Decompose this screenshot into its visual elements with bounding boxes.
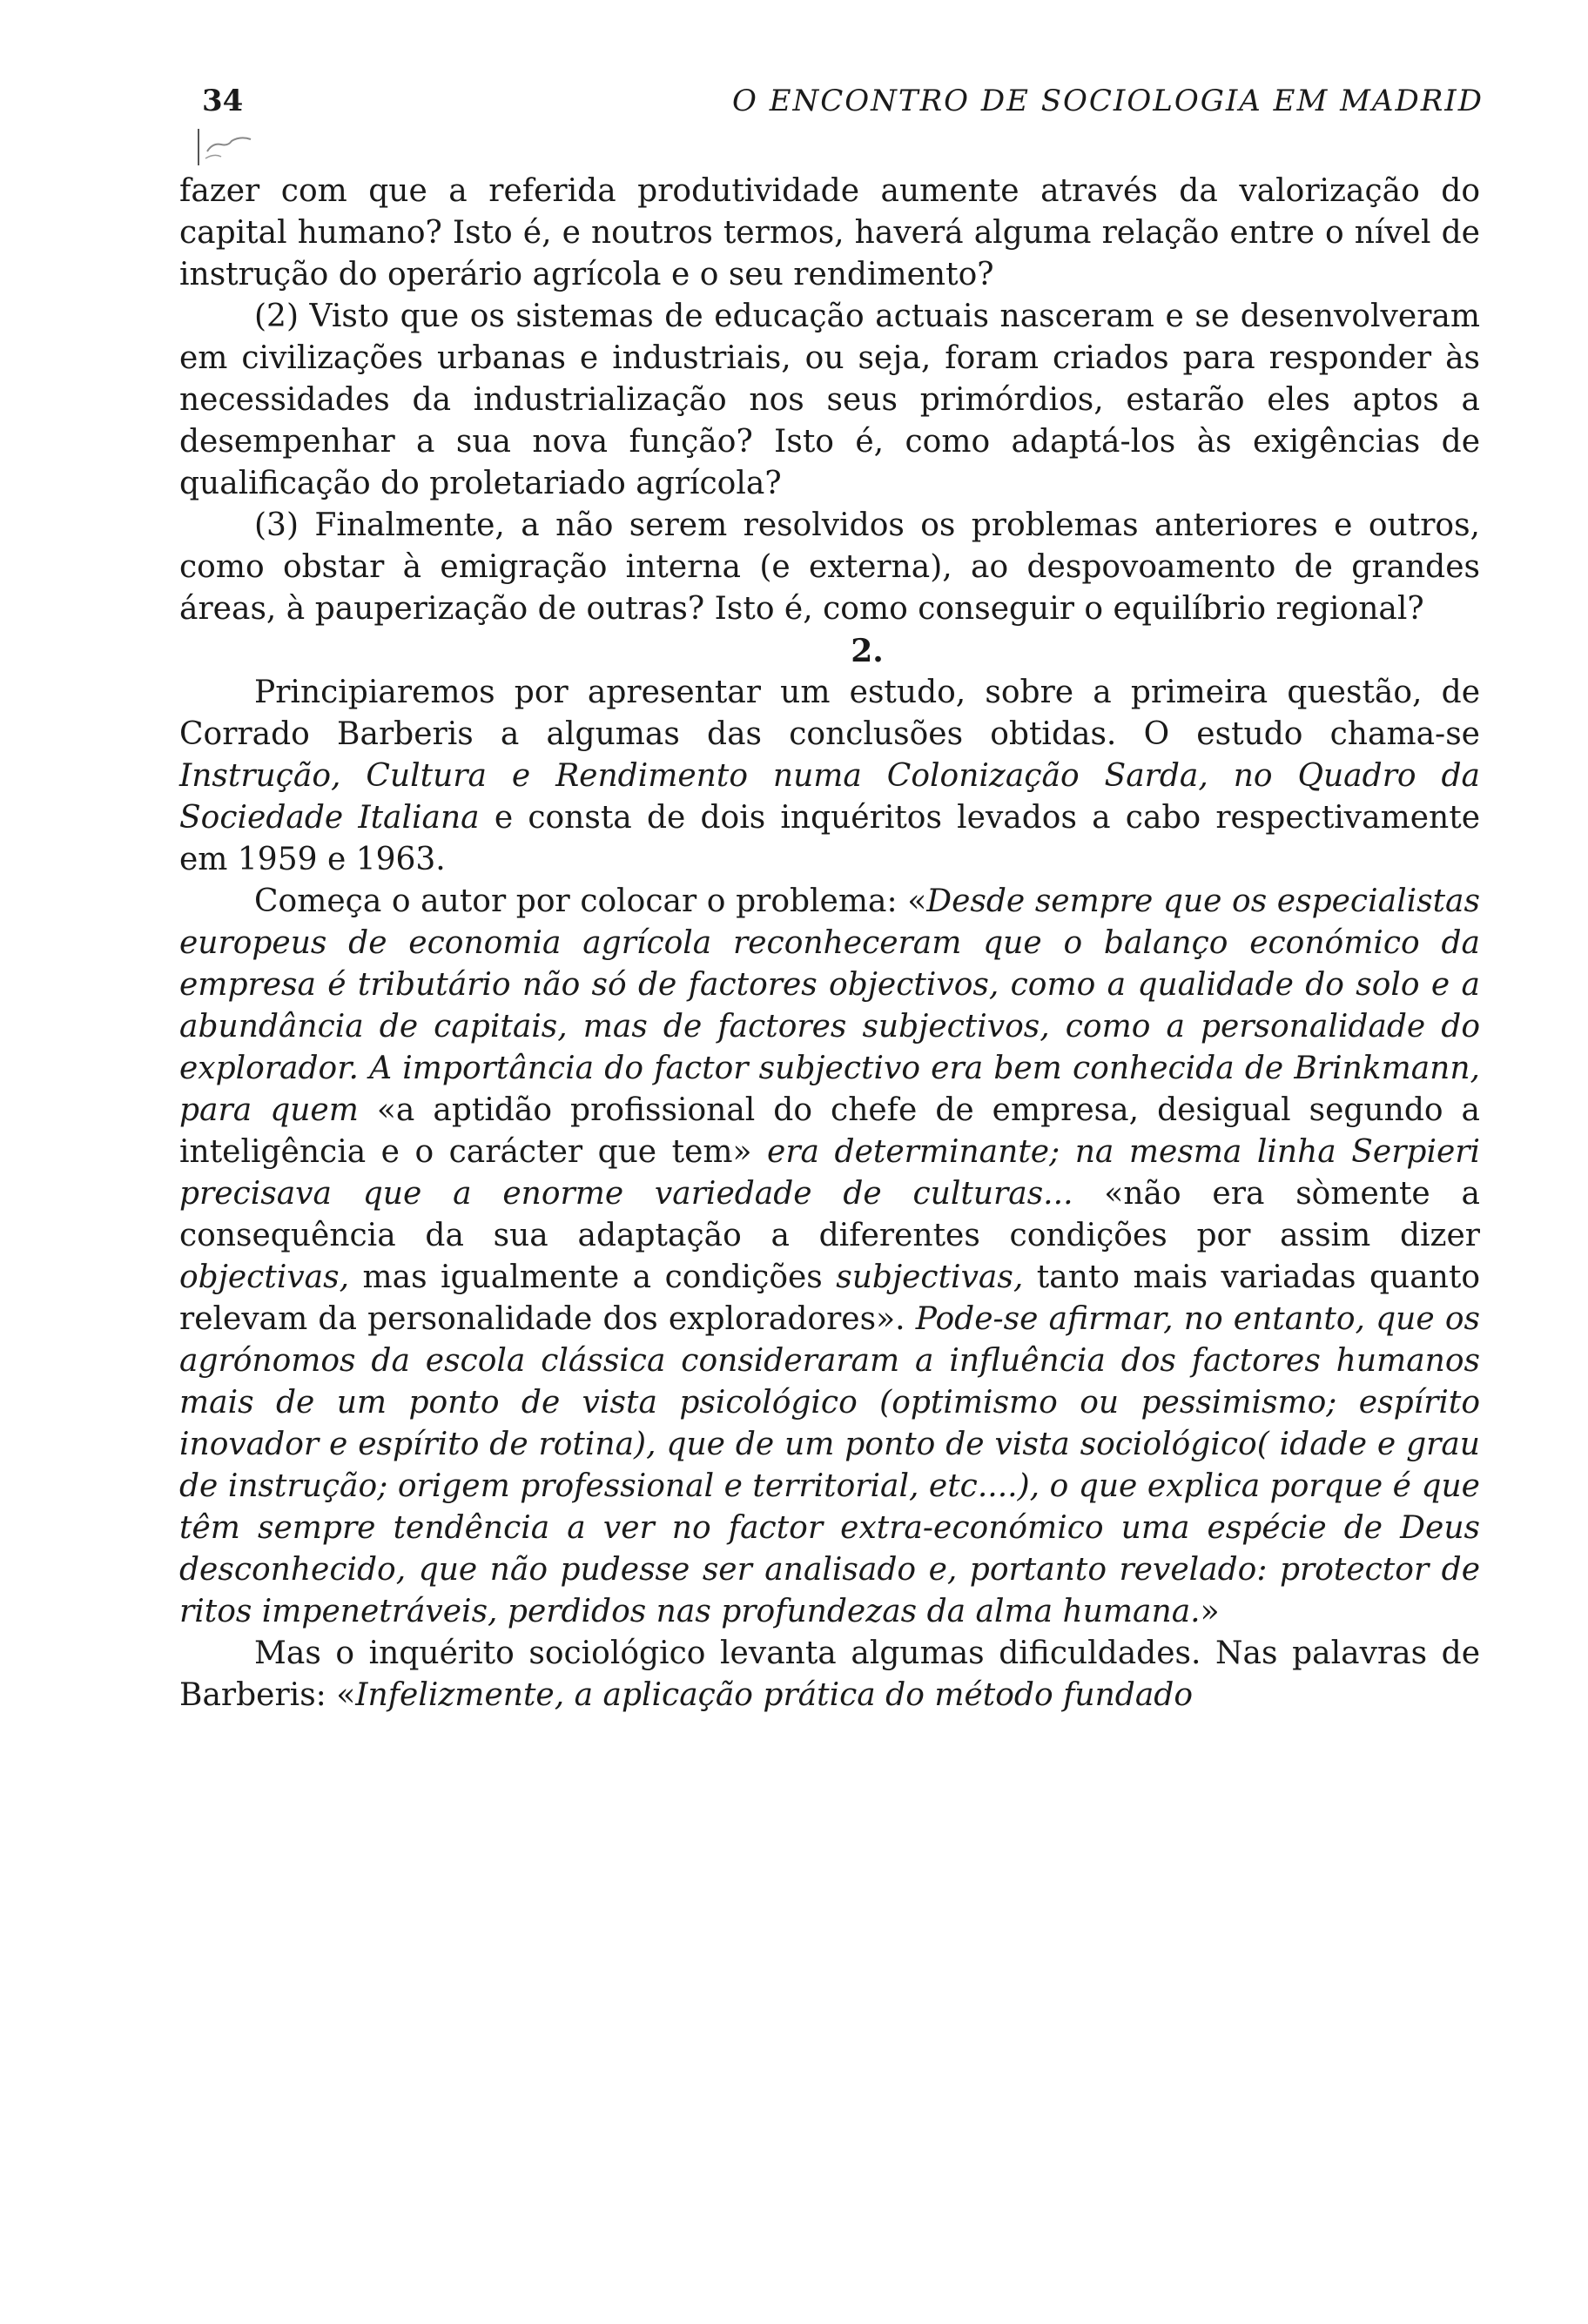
study-title: Instrução, Cultura e Rendimento numa Colonização Sarda, no Quadro da Sociedade Italiana — [179, 758, 1480, 836]
text-run: mas igualmente a condições — [349, 1259, 837, 1295]
quote-italic: Infelizmente, a aplicação prática do método fundado — [355, 1677, 1193, 1713]
paragraph-question-3: (3) Finalmente, a não serem resolvidos os problemas anteriores e outros, como obstar à emigração interna (e externa), ao despovoamento de grandes áreas, à pauperização de outras? Isto é, como conseguir o equilíbrio regional? — [179, 507, 1480, 627]
text-run: » — [1200, 1594, 1220, 1629]
body-text — [179, 171, 1480, 1716]
text-run: Mas o inquérito sociológico levanta algumas dificuldades. Nas palavras de Barberis: « — [179, 1636, 1480, 1713]
text-run: «a aptidão profissional do chefe de empresa, desigual segundo a inteligência e o carácter que tem» — [179, 1092, 1481, 1170]
paragraph-quotation — [179, 881, 1480, 1633]
text-run: e consta de dois inquéritos levados a cabo respectivamente em 1959 e 1963. — [179, 800, 1480, 877]
quote-italic: era determinante; na mesma linha Serpieri precisava que a enorme variedade de culturas... — [179, 1134, 1481, 1212]
scan-smudge-mark — [195, 125, 273, 169]
page-number: 34 — [202, 84, 244, 118]
running-head — [202, 84, 1484, 127]
text-run: Principiaremos por apresentar um estudo, sobre a primeira questão, de Corrado Barberis a algumas das conclusões obtidas. O estudo chama-se — [179, 675, 1480, 752]
paragraph-continuation: fazer com que a referida produtividade aumente através da valorização do capital humano? Isto é, e noutros termos, haverá alguma relação entre o nível de instrução do operário agrícola e o seu rendimento? — [179, 173, 1480, 292]
quote-italic: Desde sempre que os especialistas europeus de economia agrícola reconheceram que o balanço económico da empresa é tributário não só de factores objectivos, como a qualidade do solo e a abundância de capitais, mas de factores subjectivos, como a personalidade do explorador. A importância do factor subjectivo era bem conhecida de Brinkmann, para quem — [179, 883, 1480, 1128]
paragraph-question-2: (2) Visto que os sistemas de educação actuais nasceram e se desenvolveram em civilizações urbanas e industriais, ou seja, foram criados para responder às necessidades da industrialização nos seus primórdios, estarão eles aptos a desempenhar a sua nova função? Isto é, como adaptá-los às exigências de qualificação do proletariado agrícola? — [179, 299, 1480, 501]
text-run: Começa o autor por colocar o problema: « — [254, 883, 927, 919]
quote-italic: objectivas, — [179, 1259, 350, 1295]
quote-italic: Pode-se afirmar, no entanto, que os agrónomos da escola clássica consideraram a influência dos factores humanos mais de um ponto de vista psicológico (optimismo ou pessimismo; espírito inovador e espírito de rotina), que de um ponto de vista sociológico( idade e grau de instrução; origem professional e territorial, etc....), o que explica porque é que têm sempre tendência a ver no factor extra-económico uma espécie de Deus desconhecido, que não pudesse ser analisado e, portanto revelado: protector de ritos impenetráveis, perdidos nas profundezas da alma humana. — [179, 1301, 1480, 1629]
text-run: tanto mais variadas quanto relevam da personalidade dos exploradores». — [179, 1259, 1480, 1337]
running-title: O ENCONTRO DE SOCIOLOGIA EM MADRID — [732, 84, 1484, 118]
section-number: 2. — [851, 633, 884, 669]
quote-italic: subjectivas, — [836, 1259, 1024, 1295]
text-run: «não era sòmente a consequência da sua adaptação a diferentes condições por assim dizer — [179, 1176, 1480, 1253]
paragraph-difficulties — [179, 1633, 1480, 1716]
paragraph-study-intro — [179, 672, 1480, 881]
